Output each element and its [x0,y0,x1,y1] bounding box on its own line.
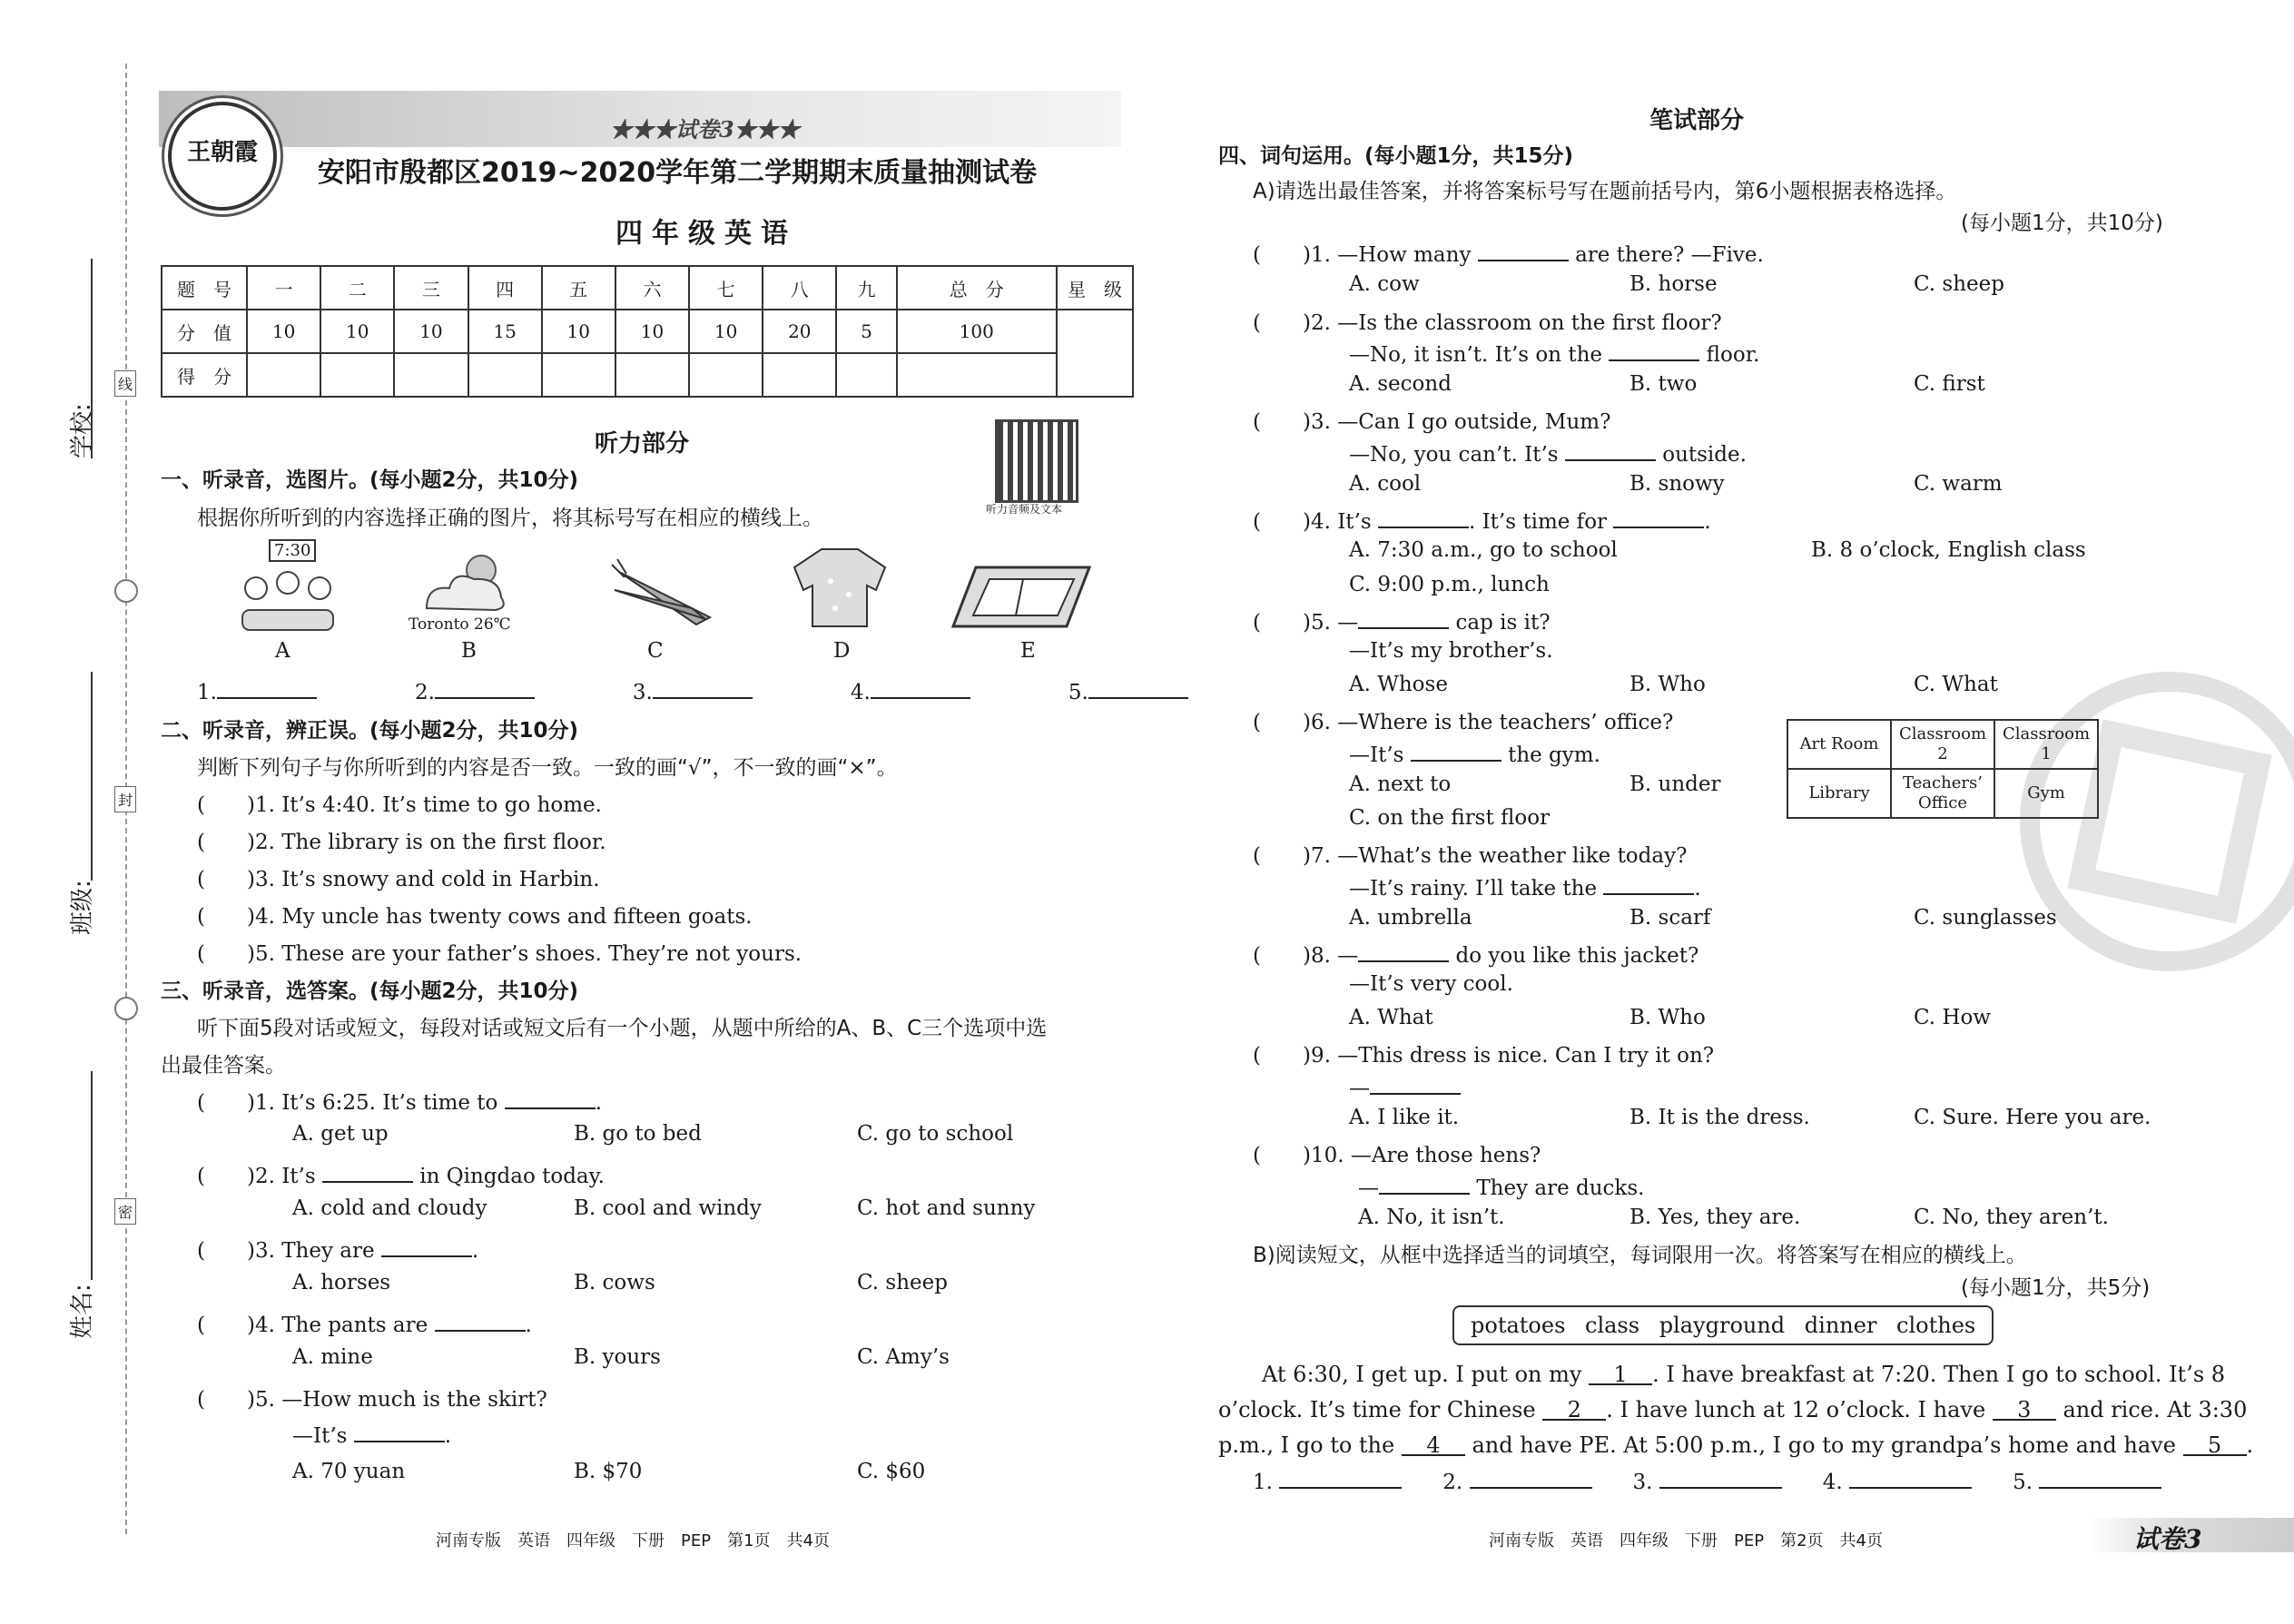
option-c[interactable]: C. first [1914,372,1985,396]
clock-time-label: 7:30 [269,539,316,562]
footer-right: 河南专版 英语 四年级 下册 PEP 第2页 共4页 [1489,1531,1883,1550]
writing-q5: ( )5. — cap is it? [1253,605,1551,635]
listen-q2: ( )2. It’s in Qingdao today. [197,1159,605,1189]
binding-mark-dense: 密 [114,1198,136,1225]
section-2-heading: 二、听录音，辨正误。(每小题2分，共10分) [161,719,579,743]
school-label: 学校: [69,403,96,458]
passage-answer-row: 1. 2. 3. 4. 5. [1253,1466,2161,1494]
room-cell: Gym [1994,769,2098,818]
option-a[interactable]: A. I like it. [1349,1106,1460,1129]
writing-q1: ( )1. —How many are there? —Five. [1253,238,1764,268]
picture-letter: A [275,639,290,663]
option-b[interactable]: B. scarf [1629,906,1711,930]
score-col: 六 [615,266,689,310]
score-value: 10 [320,310,394,353]
option-b[interactable]: B. Who [1629,1006,1706,1029]
listen-q5: ( )5. —How much is the skirt? [197,1388,547,1412]
score-value: 5 [836,310,896,353]
listen-q5-answer: —It’s . [292,1420,451,1448]
option-c[interactable]: C. warm [1914,472,2003,496]
writing-q6-answer: —It’s the gym. [1349,739,1600,767]
option-c[interactable]: C. Sure. Here you are. [1914,1106,2151,1129]
option-c[interactable]: C. sheep [857,1271,948,1294]
tf-item: ( )4. My uncle has twenty cows and fifteen goats. [197,905,753,929]
option-a[interactable]: A. second [1349,372,1452,396]
listen-q3: ( )3. They are . [197,1234,478,1264]
option-c[interactable]: C. sheep [1914,272,2004,296]
binding-mark-line: 线 [114,370,136,397]
option-a[interactable]: A. Whose [1349,673,1448,696]
score-col: 二 [320,266,394,310]
option-c[interactable]: C. 9:00 p.m., lunch [1349,573,1550,596]
score-blank [836,353,896,397]
section-3-heading: 三、听录音，选答案。(每小题2分，共10分) [161,979,579,1003]
family-icon [238,563,338,635]
exam-title: 安阳市殷都区2019~2020学年第二学期期末质量抽测试卷 [318,157,1038,189]
score-blank [763,353,836,397]
answer-blank[interactable] [217,676,317,699]
option-b[interactable]: B. cows [574,1271,655,1294]
logo-seal-icon [168,102,277,211]
school-line [91,259,93,458]
class-label: 班级: [69,880,96,935]
score-blank [320,353,394,397]
playground-icon [949,554,1094,635]
option-c[interactable]: C. sunglasses [1914,906,2057,930]
answer-blank-row [197,676,1188,704]
qr-caption: 听力音频及文本 [986,503,1063,516]
city-temp-label: Toronto 26℃ [409,615,511,634]
option-a[interactable]: A. cool [1349,472,1422,496]
picture-e-playground [949,554,1094,639]
option-b[interactable]: B. snowy [1629,472,1725,496]
option-a[interactable]: A. next to [1349,773,1452,796]
part-b-instruction: B)阅读短文，从框中选择适当的词填空，每词限用一次。将答案写在相应的横线上。 [1253,1244,2027,1267]
answer-blank[interactable] [1279,1466,1402,1489]
writing-q7-answer: —It’s rainy. I’ll take the . [1349,872,1701,901]
option-a[interactable]: A. cold and cloudy [292,1196,487,1220]
passage-line-1: At 6:30, I get up. I put on my 1 . I have breakfast at 7:20. Then I go to school. It’s 8 [1262,1362,2226,1387]
section-3-instruction-2: 出最佳答案。 [161,1054,286,1078]
score-col: 九 [836,266,896,310]
score-row-label: 得 分 [162,353,247,397]
option-a[interactable]: A. get up [292,1122,389,1146]
score-blank [615,353,689,397]
answer-blank[interactable] [1088,676,1188,699]
tf-item: ( )3. It’s snowy and cold in Harbin. [197,868,600,891]
option-a[interactable]: A. mine [292,1345,373,1369]
room-cell: Library [1787,769,1891,818]
option-b[interactable]: B. $70 [574,1460,643,1483]
footer-badge: 试卷3 [2133,1524,2202,1554]
option-c[interactable]: C. hot and sunny [857,1196,1036,1220]
exam-subtitle: 四年级英语 [615,218,797,250]
score-table [161,265,1134,398]
score-value: 15 [468,310,542,353]
score-value: 20 [763,310,836,353]
star-level-cell [1057,310,1133,397]
option-c[interactable]: C. go to school [857,1122,1014,1146]
picture-letter: E [1020,639,1036,663]
star-level-label: 星 级 [1057,266,1133,310]
section-1-heading: 一、听录音，选图片。(每小题2分，共10分) [161,468,579,492]
score-value: 100 [897,310,1057,353]
passage-blank[interactable]: 3 [1993,1397,2056,1421]
answer-blank[interactable] [1470,1466,1592,1489]
exam-badge: ★★★试卷3★★★ [610,116,800,143]
option-b[interactable]: B. It is the dress. [1629,1106,1810,1129]
room-cell: Classroom 1 [1994,720,2098,769]
passage-blank[interactable]: 4 [1402,1432,1465,1456]
room-layout-table [1787,719,2099,819]
room-cell: Teachers’ Office [1891,769,1994,818]
answer-num: 2. [414,681,435,704]
picture-a-family-dinner [238,541,338,635]
tf-item: ( )2. The library is on the first floor. [197,831,606,854]
room-cell: Art Room [1787,720,1891,769]
writing-q4: ( )4. It’s . It’s time for . [1253,505,1711,535]
writing-q2-answer: —No, it isn’t. It’s on the floor. [1349,339,1760,367]
score-blank [468,353,542,397]
listen-q4: ( )4. The pants are . [197,1308,532,1338]
picture-letter: D [833,639,851,663]
writing-q10-answer: — They are ducks. [1358,1172,1644,1200]
writing-q2: ( )2. —Is the classroom on the first floor? [1253,311,1722,335]
option-b[interactable]: B. Yes, they are. [1629,1206,1801,1229]
section-4-heading: 四、词句运用。(每小题1分，共15分) [1218,144,1574,168]
option-a[interactable]: A. cow [1349,272,1420,296]
answer-blank[interactable] [1849,1466,1972,1489]
option-c[interactable]: C. $60 [857,1460,926,1483]
answer-blank[interactable] [653,676,753,699]
writing-q9: ( )9. —This dress is nice. Can I try it on? [1253,1044,1715,1068]
option-c[interactable]: C. No, they aren’t. [1914,1206,2109,1229]
answer-blank[interactable] [2039,1466,2161,1489]
option-a[interactable]: A. 70 yuan [292,1460,406,1483]
picture-letter: C [647,639,664,663]
qr-code-icon [995,419,1078,503]
option-a[interactable]: A. No, it isn’t. [1358,1206,1505,1229]
binding-hole-icon [114,579,138,603]
option-b[interactable]: B. horse [1629,272,1718,296]
listening-title: 听力部分 [595,430,690,458]
option-b[interactable]: B. Who [1629,673,1706,696]
option-c[interactable]: C. How [1914,1006,1991,1029]
score-blank [897,353,1057,397]
option-c[interactable]: C. on the first floor [1349,806,1551,830]
logo-text: 王朝霞 [186,139,258,166]
score-value: 10 [247,310,320,353]
writing-q8: ( )8. — do you like this jacket? [1253,939,1698,969]
answer-blank[interactable] [1659,1466,1782,1489]
part-b-score: (每小题1分，共5分) [1961,1276,2151,1300]
option-c[interactable]: C. What [1914,673,1998,696]
answer-blank[interactable] [871,676,970,699]
option-b[interactable]: B. cool and windy [574,1196,762,1220]
score-value: 10 [689,310,763,353]
option-a[interactable]: A. umbrella [1349,906,1472,930]
writing-q3-answer: —No, you can’t. It’s outside. [1349,438,1747,467]
picture-letter: B [461,639,477,663]
section-1-instruction: 根据你所听到的内容选择正确的图片，将其标号写在相应的横线上。 [197,507,823,530]
score-blank [247,353,320,397]
section-3-instruction: 听下面5段对话或短文，每段对话或短文后有一个小题，从题中所给的A、B、C三个选项中选 [197,1017,1048,1040]
option-a[interactable]: A. What [1349,1006,1433,1029]
class-line [91,672,93,881]
picture-c-carrots [610,554,719,630]
passage-blank[interactable]: 2 [1542,1397,1606,1421]
carrot-icon [610,554,719,626]
passage-line-2: o’clock. It’s time for Chinese 2 . I have lunch at 12 o’clock. I have 3 and rice. At 3:30 [1218,1397,2248,1422]
tf-item: ( )1. It’s 4:40. It’s time to go home. [197,793,602,817]
score-blank [542,353,615,397]
part-a-score: (每小题1分，共10分) [1961,212,2163,235]
score-blank [394,353,468,397]
listen-q1: ( )1. It’s 6:25. It’s time to . [197,1086,602,1116]
score-col: 四 [468,266,542,310]
writing-q6: ( )6. —Where is the teachers’ office? [1253,711,1674,734]
score-blank [689,353,763,397]
answer-num: 4. [850,681,871,704]
part-a-instruction: A)请选出最佳答案，并将答案标号写在题前括号内，第6小题根据表格选择。 [1253,180,1957,203]
option-b[interactable]: B. two [1629,372,1698,396]
option-b[interactable]: B. yours [574,1345,661,1369]
option-b[interactable]: B. 8 o’clock, English class [1811,538,2086,562]
score-value: 10 [542,310,615,353]
writing-q3: ( )3. —Can I go outside, Mum? [1253,410,1611,434]
answer-num: 3. [632,681,653,704]
option-a[interactable]: A. 7:30 a.m., go to school [1349,538,1618,562]
room-cell: Classroom 2 [1891,720,1994,769]
score-col: 三 [394,266,468,310]
binding-mark-seal: 封 [114,786,136,812]
score-value: 10 [394,310,468,353]
section-2-instruction: 判断下列句子与你所听到的内容是否一致。一致的画“√”，不一致的画“×”。 [197,756,898,780]
score-col: 七 [689,266,763,310]
option-b[interactable]: B. under [1629,773,1721,796]
option-b[interactable]: B. go to bed [574,1122,702,1146]
writing-q10: ( )10. —Are those hens? [1253,1144,1541,1167]
answer-num: 5. [1068,681,1088,704]
writing-title: 笔试部分 [1649,107,1745,134]
score-col: 八 [763,266,836,310]
name-line [91,1071,93,1280]
picture-b-weather [409,545,517,634]
score-col: 总 分 [897,266,1057,310]
tf-item: ( )5. These are your father’s shoes. They’re not yours. [197,942,802,966]
score-row-label: 题 号 [162,266,247,310]
writing-q7: ( )7. —What’s the weather like today? [1253,844,1688,868]
score-col: 一 [247,266,320,310]
answer-num: 1. [197,681,217,704]
score-col: 五 [542,266,615,310]
score-value: 10 [615,310,689,353]
passage-blank[interactable]: 5 [2183,1432,2247,1456]
passage-line-3: p.m., I go to the 4 and have PE. At 5:00 p.m., I go to my grandpa’s home and have 5 . [1218,1432,2254,1458]
option-a[interactable]: A. horses [292,1271,391,1294]
writing-q5-answer: —It’s my brother’s. [1349,639,1553,663]
binding-hole-icon [114,997,138,1020]
option-c[interactable]: C. Amy’s [857,1345,950,1369]
passage-blank[interactable]: 1 [1589,1362,1652,1385]
answer-blank[interactable] [435,676,535,699]
picture-d-sweater [790,545,890,635]
score-row-label: 分 值 [162,310,247,353]
name-label: 姓名: [69,1284,96,1339]
sweater-icon [790,545,890,631]
cloud-sun-icon [418,545,517,617]
writing-q8-answer: —It’s very cool. [1349,972,1513,996]
footer-left: 河南专版 英语 四年级 下册 PEP 第1页 共4页 [436,1531,830,1550]
word-bank: potatoes class playground dinner clothes [1452,1305,1994,1345]
writing-q9-answer: — [1349,1072,1461,1100]
